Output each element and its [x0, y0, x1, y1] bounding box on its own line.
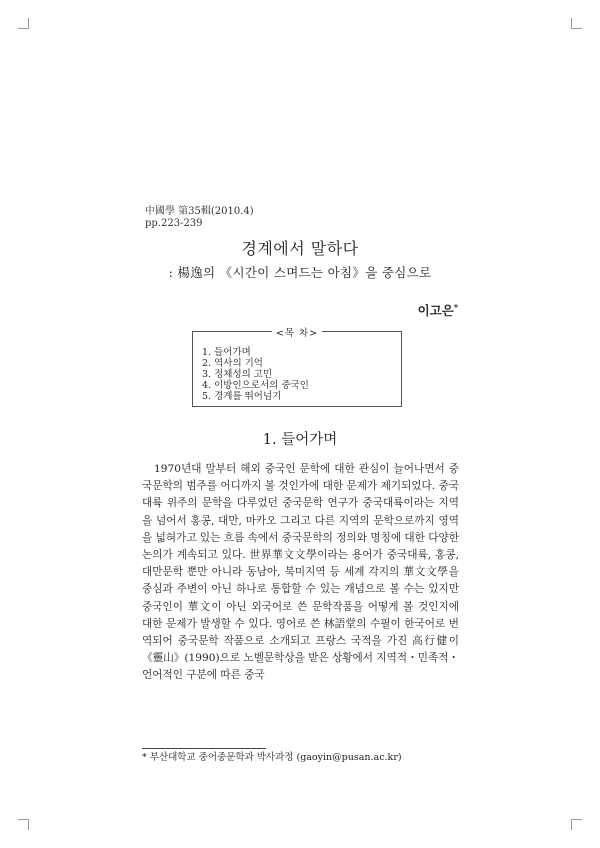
author [418, 301, 458, 319]
toc-item: 1. 들어가며 [202, 347, 251, 358]
crop-mark-top-right [571, 18, 582, 29]
toc-item: 2. 역사의 기억 [202, 358, 263, 369]
toc-item: 4. 이방인으로서의 중국인 [202, 380, 309, 391]
toc-heading: <목 차> [272, 328, 322, 339]
crop-mark-bottom-left [18, 819, 29, 830]
journal-info [145, 206, 254, 230]
crop-mark-bottom-right [571, 819, 582, 830]
paper-subtitle: : 楊逸의 《시간이 스며드는 아침》을 중심으로 [168, 265, 432, 280]
author-footnote-mark: * [453, 301, 458, 312]
journal-name: 中國學 第35輯(2010.4) [145, 206, 254, 217]
crop-mark-top-left [18, 18, 29, 29]
toc-item: 3. 정체성의 고민 [202, 369, 273, 380]
table-of-contents [192, 328, 402, 407]
toc-list [202, 347, 309, 402]
body-text [142, 461, 459, 685]
toc-item: 5. 경계를 뛰어넘기 [202, 391, 282, 402]
journal-pages: pp.223-239 [145, 218, 203, 229]
footnote-divider [142, 748, 266, 749]
author-name: 이고은 [417, 303, 454, 318]
toc-heading-wrap [193, 325, 401, 339]
footnote: * 부산대학교 중어중문학과 박사과정 (gaoyin@pusan.ac.kr) [142, 752, 402, 763]
paper-title: 경계에서 말하다 [241, 239, 359, 258]
body-paragraph: 1970년대 말부터 해외 중국인 문학에 대한 관심이 늘어나면서 중국문학의 범주를 어디까지 볼 것인가에 대한 문제가 제기되었다. 중국대륙 위주의 문학을 다루었던 중국문학 연구가 중국대륙이라는 지역을 넘어서 홍콩, 대만, 마카오 그리고 다른 지역의 문학으로까지 영역을 넓혀가고 있는 흐름 속에서 중국문학의 정의와 명칭에 대한 다양한 논의가 계속되고 있다. 世界華文文學이라는 용어가 중국대륙, 홍콩, 대만문학 뿐만 아니라 동남아, 북미지역 등 세계 각지의 華文文學을 중심과 주변이 아닌 하나로 통합할 수 있는 개념으로 볼 수는 있지만 중국인이 華文이 아닌 외국어로 쓴 문학작품을 어떻게 볼 것인지에 대한 문제가 발생할 수 있다. 영어로 쓴 林語堂의 수필이 한국어로 번역되어 중국문학 작품으로 소개되고 프랑스 국적을 가진 高行健이 《靈山》(1990)으로 노벨문학상을 받은 상황에서 지역적・민족적・언어적인 구분에 따른 중국 [142, 463, 459, 682]
section-heading: 1. 들어가며 [262, 432, 338, 448]
